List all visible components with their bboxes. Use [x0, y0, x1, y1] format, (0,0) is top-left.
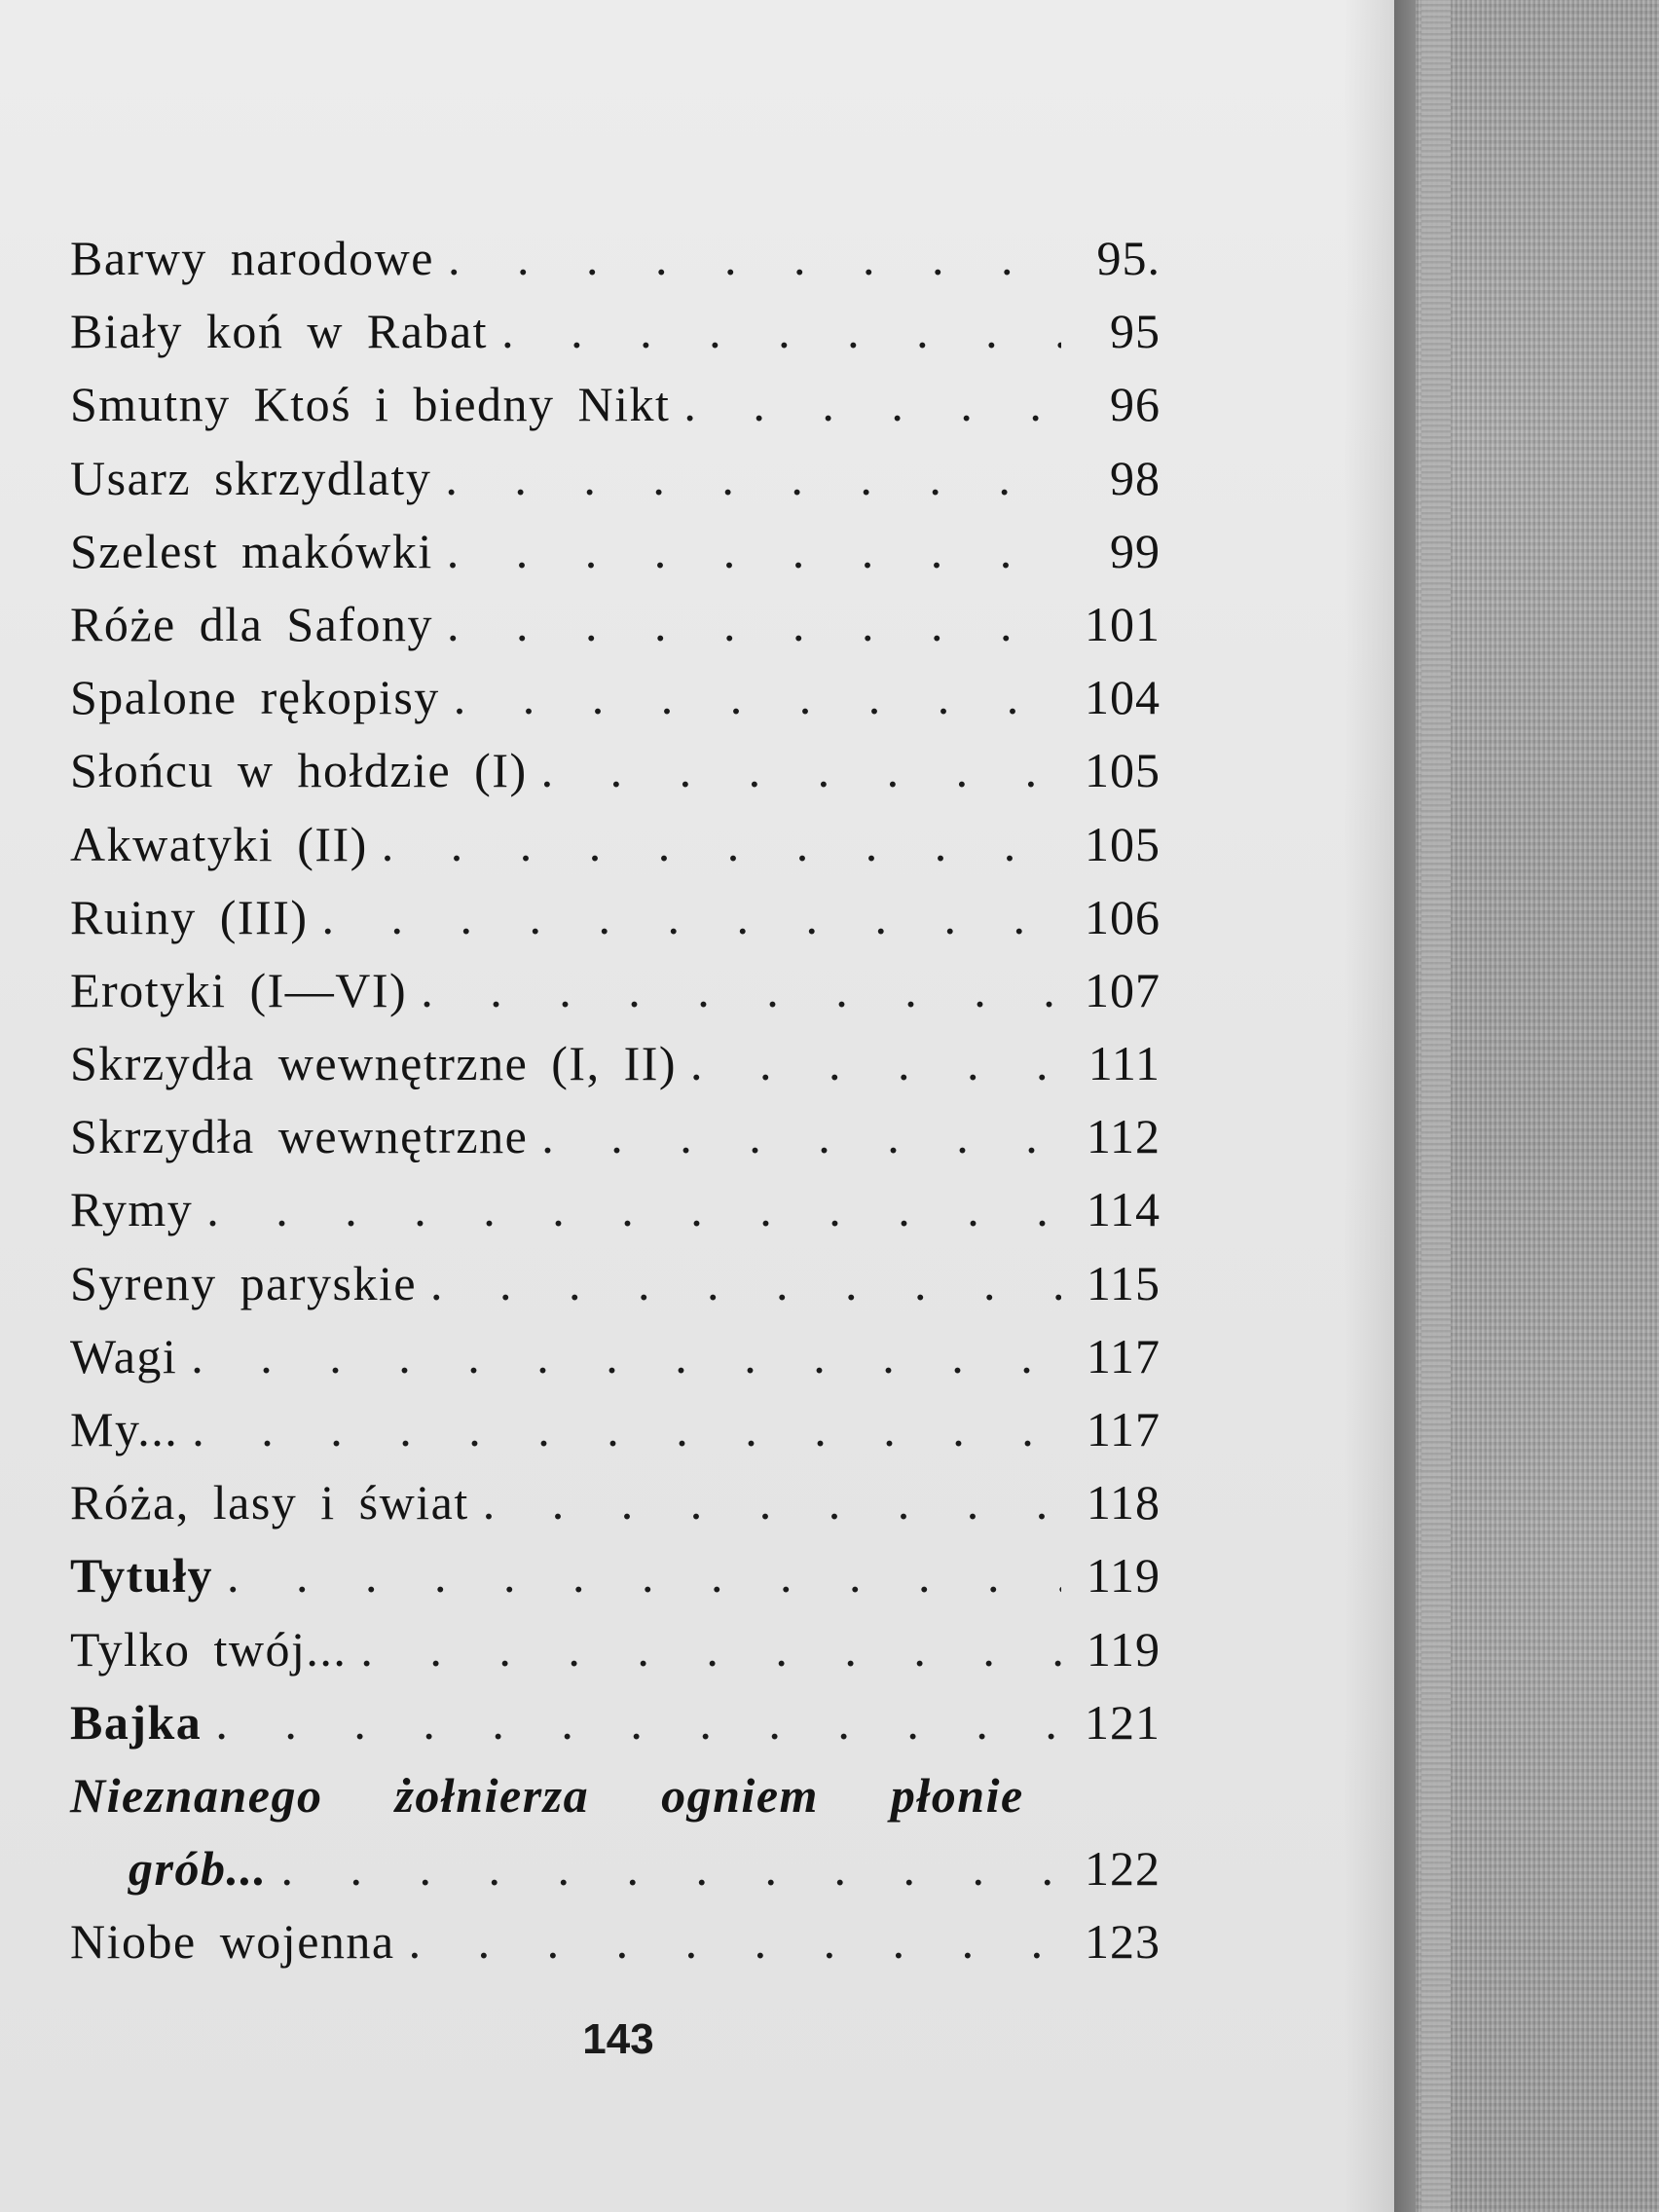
toc-entry-page: 99 — [1110, 523, 1161, 578]
toc-entry-page: 111 — [1088, 1036, 1161, 1091]
dot-leader — [309, 881, 1062, 954]
toc-entry-page: 95 — [1110, 304, 1161, 359]
toc-entry-title: Barwy narodowe — [70, 231, 434, 285]
toc-entry-title: My... — [70, 1402, 179, 1456]
dot-leader — [670, 368, 1061, 441]
dot-leader — [267, 1832, 1061, 1905]
toc-entry — [70, 734, 1161, 807]
toc-entry-title: Bajka — [70, 1694, 203, 1750]
dot-leader — [431, 442, 1061, 515]
page-number: 143 — [582, 2015, 654, 2063]
toc-entry — [70, 442, 1161, 515]
toc-entry-title: Usarz skrzydlaty — [70, 450, 432, 505]
toc-entry — [70, 1613, 1161, 1686]
cover-binding-band — [1421, 0, 1451, 2212]
toc-entry-page: 105 — [1085, 816, 1161, 871]
toc-entry-page: 105 — [1085, 743, 1161, 798]
toc-entry-page: 122 — [1085, 1841, 1161, 1897]
toc-entry-page: 114 — [1086, 1182, 1161, 1237]
toc-entry — [70, 1100, 1161, 1173]
dot-leader — [213, 1539, 1061, 1612]
toc-entry — [70, 1247, 1161, 1320]
dot-leader — [417, 1247, 1061, 1320]
toc-entry-title: Syreny paryskie — [70, 1255, 418, 1310]
toc-entry-title: Róża, lasy i świat — [70, 1475, 469, 1530]
toc-entry-title: Ruiny (III) — [70, 889, 309, 944]
toc-entry — [70, 881, 1161, 954]
toc-entry-page: 106 — [1085, 889, 1161, 944]
toc-entry-title: Skrzydła wewnętrzne — [70, 1109, 529, 1164]
dot-leader — [178, 1393, 1061, 1466]
toc-entry — [70, 1539, 1161, 1612]
toc-entry — [70, 368, 1161, 441]
toc-entry — [70, 1759, 1161, 1832]
dot-leader — [407, 954, 1061, 1027]
toc-entry — [70, 661, 1161, 734]
dot-leader — [177, 1320, 1061, 1393]
toc-entry — [70, 954, 1161, 1027]
toc-entry-title: Smutny Ktoś i biedny Nikt — [70, 377, 671, 432]
dot-leader — [469, 1466, 1061, 1539]
toc-entry-title: Niobe wojenna — [70, 1914, 395, 1970]
toc-entry-page: 96 — [1110, 377, 1161, 432]
toc-entry — [70, 1905, 1161, 1978]
dot-leader — [347, 1613, 1061, 1686]
cover-edge — [1394, 0, 1416, 2212]
dot-leader — [193, 1173, 1061, 1246]
toc-entry-page: 115 — [1086, 1255, 1161, 1310]
toc-entry — [70, 1832, 1161, 1905]
toc-entry-page: 95. — [1096, 231, 1161, 285]
toc-entry-title: Akwatyki (II) — [70, 816, 368, 871]
toc-entry-page: 119 — [1086, 1621, 1161, 1677]
dot-leader — [368, 808, 1061, 881]
toc-entry-title: Wagi — [70, 1328, 178, 1383]
dot-leader — [528, 1100, 1061, 1173]
toc-entry-title: Róże dla Safony — [70, 596, 433, 651]
toc-entry — [70, 1173, 1161, 1246]
toc-entry-page: 117 — [1086, 1328, 1161, 1383]
dot-leader — [433, 515, 1061, 588]
toc-entry-page: 101 — [1085, 596, 1161, 651]
toc-entry-page: 123 — [1085, 1914, 1161, 1970]
toc-entry-page: 104 — [1085, 670, 1161, 725]
table-of-contents — [70, 222, 1161, 1979]
toc-entry — [70, 808, 1161, 881]
toc-entry-title: grób... — [129, 1841, 268, 1897]
dot-leader — [433, 588, 1061, 661]
dot-leader — [395, 1905, 1061, 1978]
toc-entry-title: Słońcu w hołdzie (I) — [70, 743, 528, 798]
toc-entry — [70, 295, 1161, 368]
toc-entry-title: Skrzydła wewnętrzne (I, II) — [70, 1036, 678, 1091]
toc-entry-title: Rymy — [70, 1182, 194, 1237]
dot-leader — [434, 222, 1061, 295]
spine-shadow — [1344, 0, 1402, 2212]
toc-entry — [70, 1320, 1161, 1393]
toc-entry-page: 119 — [1086, 1548, 1161, 1604]
toc-entry-title: Nieznanego żołnierza ogniem płonie — [70, 1767, 1024, 1823]
toc-entry-title: Tylko twój... — [70, 1621, 348, 1677]
dot-leader — [677, 1027, 1061, 1100]
toc-entry — [70, 1466, 1161, 1539]
toc-entry-title: Spalone rękopisy — [70, 670, 440, 725]
toc-entry-title: Biały koń w Rabat — [70, 304, 489, 359]
toc-entry-page: 98 — [1110, 450, 1161, 505]
toc-entry-page: 112 — [1086, 1109, 1161, 1164]
toc-entry-title: Erotyki (I—VI) — [70, 962, 408, 1017]
toc-entry-page: 107 — [1085, 962, 1161, 1017]
toc-entry-title: Szelest makówki — [70, 523, 433, 578]
dot-leader — [488, 295, 1061, 368]
toc-entry — [70, 1393, 1161, 1466]
dot-leader — [528, 734, 1061, 807]
toc-entry-title: Tytuły — [70, 1548, 213, 1604]
toc-entry — [70, 1027, 1161, 1100]
toc-entry — [70, 515, 1161, 588]
toc-entry — [70, 222, 1161, 295]
toc-entry-page: 121 — [1085, 1694, 1161, 1750]
dot-leader — [202, 1686, 1061, 1759]
toc-entry — [70, 588, 1161, 661]
toc-entry-page: 118 — [1086, 1475, 1161, 1530]
toc-entry-page: 117 — [1086, 1402, 1161, 1456]
toc-entry — [70, 1686, 1161, 1759]
dot-leader — [440, 661, 1061, 734]
